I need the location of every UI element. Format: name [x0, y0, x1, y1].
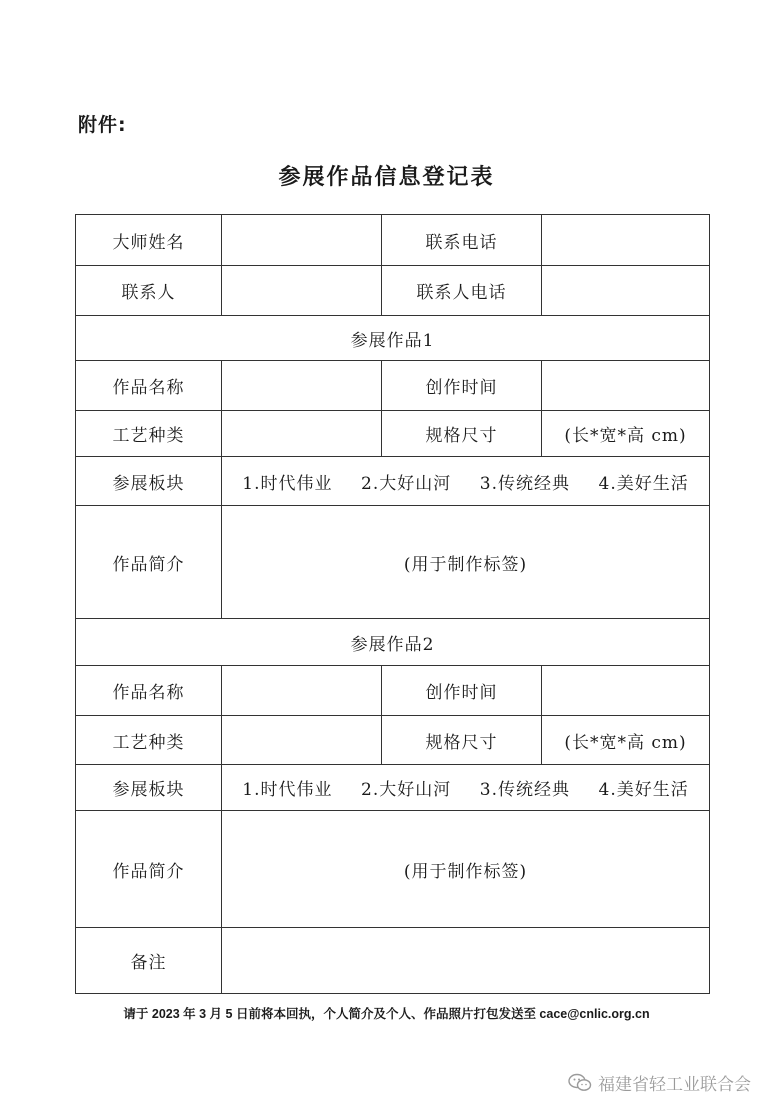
work1-category-label: 参展板块 [76, 457, 222, 506]
footer-note: 请于 2023 年 3 月 5 日前将本回执，个人简介及个人、作品照片打包发送至 cace@cnlic.org.cn [123, 1007, 650, 1021]
work2-time-field[interactable] [542, 666, 710, 716]
work2-intro-field[interactable]: (用于制作标签) [222, 811, 710, 928]
work1-intro-field[interactable]: (用于制作标签) [222, 506, 710, 619]
work2-size-label: 规格尺寸 [382, 716, 542, 765]
work2-option-1[interactable]: 1.时代伟业 [242, 780, 333, 800]
work1-time-field[interactable] [542, 361, 710, 411]
work1-time-label: 创作时间 [382, 361, 542, 411]
work2-option-4[interactable]: 4.美好生活 [598, 780, 689, 800]
watermark-text: 福建省轻工业联合会 [598, 1075, 751, 1095]
work2-option-2[interactable]: 2.大好山河 [361, 780, 452, 800]
work2-intro-label: 作品简介 [76, 811, 222, 928]
work2-name-field[interactable] [222, 666, 382, 716]
attachment-label: 附件: [78, 114, 127, 136]
work2-category-options [222, 765, 710, 811]
work2-craft-field[interactable] [222, 716, 382, 765]
master-name-field[interactable] [222, 215, 382, 266]
work1-size-label: 规格尺寸 [382, 411, 542, 457]
contact-person-field[interactable] [222, 266, 382, 316]
contact-phone-field[interactable] [542, 266, 710, 316]
watermark [568, 1070, 751, 1095]
work2-category-label: 参展板块 [76, 765, 222, 811]
contact-phone-label: 联系人电话 [382, 266, 542, 316]
work1-option-1[interactable]: 1.时代伟业 [242, 473, 333, 494]
work1-option-4[interactable]: 4.美好生活 [598, 473, 689, 494]
work2-name-label: 作品名称 [76, 666, 222, 716]
work1-section-header: 参展作品1 [76, 316, 710, 361]
work1-name-field[interactable] [222, 361, 382, 411]
work2-craft-label: 工艺种类 [76, 716, 222, 765]
remarks-field[interactable] [222, 928, 710, 994]
work1-intro-label: 作品简介 [76, 506, 222, 619]
phone-field[interactable] [542, 215, 710, 266]
master-row [76, 215, 710, 266]
contact-person-label: 联系人 [76, 266, 222, 316]
work1-option-3[interactable]: 3.传统经典 [479, 473, 570, 494]
wechat-icon [568, 1073, 592, 1093]
work2-size-field[interactable]: (长*宽*高 cm) [542, 716, 710, 765]
work1-category-options [222, 457, 710, 506]
contact-row [76, 266, 710, 316]
remarks-label: 备注 [76, 928, 222, 994]
work1-craft-label: 工艺种类 [76, 411, 222, 457]
registration-form-table [75, 214, 710, 994]
phone-label: 联系电话 [382, 215, 542, 266]
work2-time-label: 创作时间 [382, 666, 542, 716]
work1-name-label: 作品名称 [76, 361, 222, 411]
form-title: 参展作品信息登记表 [278, 165, 495, 190]
work2-option-3[interactable]: 3.传统经典 [479, 780, 570, 800]
work1-craft-field[interactable] [222, 411, 382, 457]
work1-size-field[interactable]: (长*宽*高 cm) [542, 411, 710, 457]
master-name-label: 大师姓名 [76, 215, 222, 266]
work2-section-header: 参展作品2 [76, 619, 710, 666]
work1-option-2[interactable]: 2.大好山河 [361, 473, 452, 494]
